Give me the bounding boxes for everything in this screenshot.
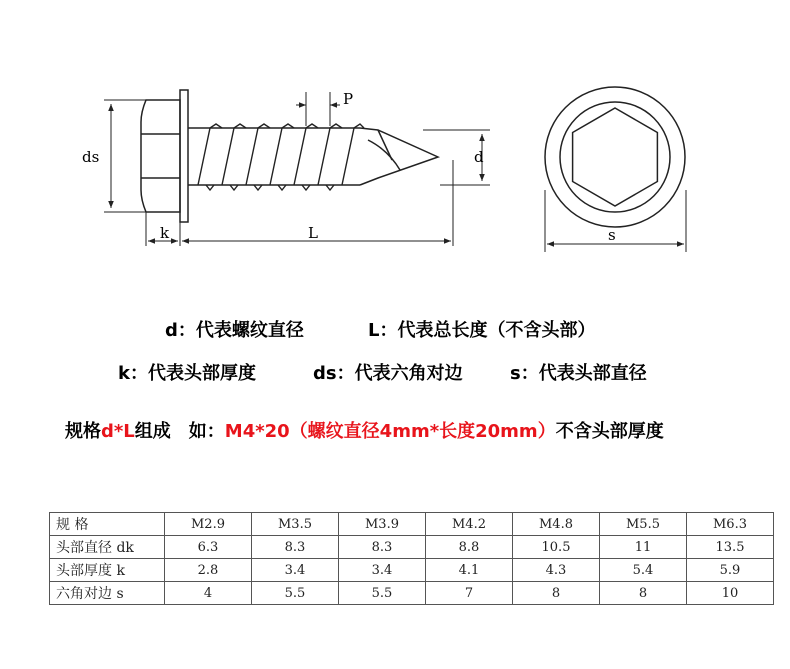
- table-row: [50, 559, 774, 582]
- size-cell: M4.2: [426, 513, 513, 536]
- size-cell: M3.5: [252, 513, 339, 536]
- label-d: d: [474, 148, 484, 166]
- row-label: 头部厚度 k: [50, 559, 165, 582]
- table-cell: 4.1: [426, 559, 513, 582]
- legend-d: d：代表螺纹直径: [165, 320, 304, 341]
- spec-format: d*L: [101, 421, 135, 442]
- screw-technical-drawing: [0, 0, 790, 300]
- table-cell: 3.4: [252, 559, 339, 582]
- table-cell: 8.3: [252, 536, 339, 559]
- legend-ds: ds：代表六角对边: [313, 363, 463, 384]
- end-view: [545, 87, 685, 227]
- spec-prefix: 规格: [65, 421, 101, 442]
- table-row: [50, 513, 774, 536]
- table-cell: 11: [600, 536, 687, 559]
- size-cell: M4.8: [513, 513, 600, 536]
- table-row: [50, 536, 774, 559]
- table-cell: 6.3: [165, 536, 252, 559]
- spec-example: [65, 417, 664, 443]
- legend-s: s：代表头部直径: [510, 363, 647, 384]
- table-cell: 2.8: [165, 559, 252, 582]
- hex-outline: [573, 108, 658, 206]
- table-cell: 8: [513, 582, 600, 605]
- size-cell: M2.9: [165, 513, 252, 536]
- spec-suffix: 不含头部厚度: [555, 421, 664, 442]
- row-label: 六角对边 s: [50, 582, 165, 605]
- table-cell: 4: [165, 582, 252, 605]
- label-ds: ds: [82, 148, 100, 166]
- table-header-label: 规 格: [50, 513, 165, 536]
- label-P: P: [343, 90, 354, 108]
- hex-head-outline: [141, 100, 180, 212]
- label-s: s: [608, 226, 616, 244]
- washer-flange: [180, 90, 188, 222]
- size-cell: M3.9: [339, 513, 426, 536]
- table-cell: 7: [426, 582, 513, 605]
- label-L: L: [308, 224, 318, 242]
- table-row: [50, 582, 774, 605]
- table-cell: 8.3: [339, 536, 426, 559]
- table-cell: 3.4: [339, 559, 426, 582]
- drill-point: [360, 128, 438, 185]
- row-label: 头部直径 dk: [50, 536, 165, 559]
- table-cell: 4.3: [513, 559, 600, 582]
- spec-example-value: M4*20（螺纹直径4mm*长度20mm）: [224, 421, 556, 442]
- size-cell: M6.3: [687, 513, 774, 536]
- legend-L: L：代表总长度（不含头部）: [368, 320, 596, 341]
- threads: [198, 124, 364, 190]
- table-cell: 13.5: [687, 536, 774, 559]
- spec-table: [49, 512, 774, 605]
- table-cell: 5.9: [687, 559, 774, 582]
- table-cell: 5.5: [339, 582, 426, 605]
- label-k: k: [160, 224, 170, 242]
- size-cell: M5.5: [600, 513, 687, 536]
- table-cell: 10: [687, 582, 774, 605]
- spec-mid: 组成 如：: [134, 421, 225, 442]
- hex-corner-circle: [560, 102, 670, 212]
- table-cell: 5.5: [252, 582, 339, 605]
- table-cell: 8.8: [426, 536, 513, 559]
- side-view: [141, 90, 438, 222]
- table-cell: 5.4: [600, 559, 687, 582]
- table-cell: 10.5: [513, 536, 600, 559]
- table-cell: 8: [600, 582, 687, 605]
- legend-k: k：代表头部厚度: [118, 363, 256, 384]
